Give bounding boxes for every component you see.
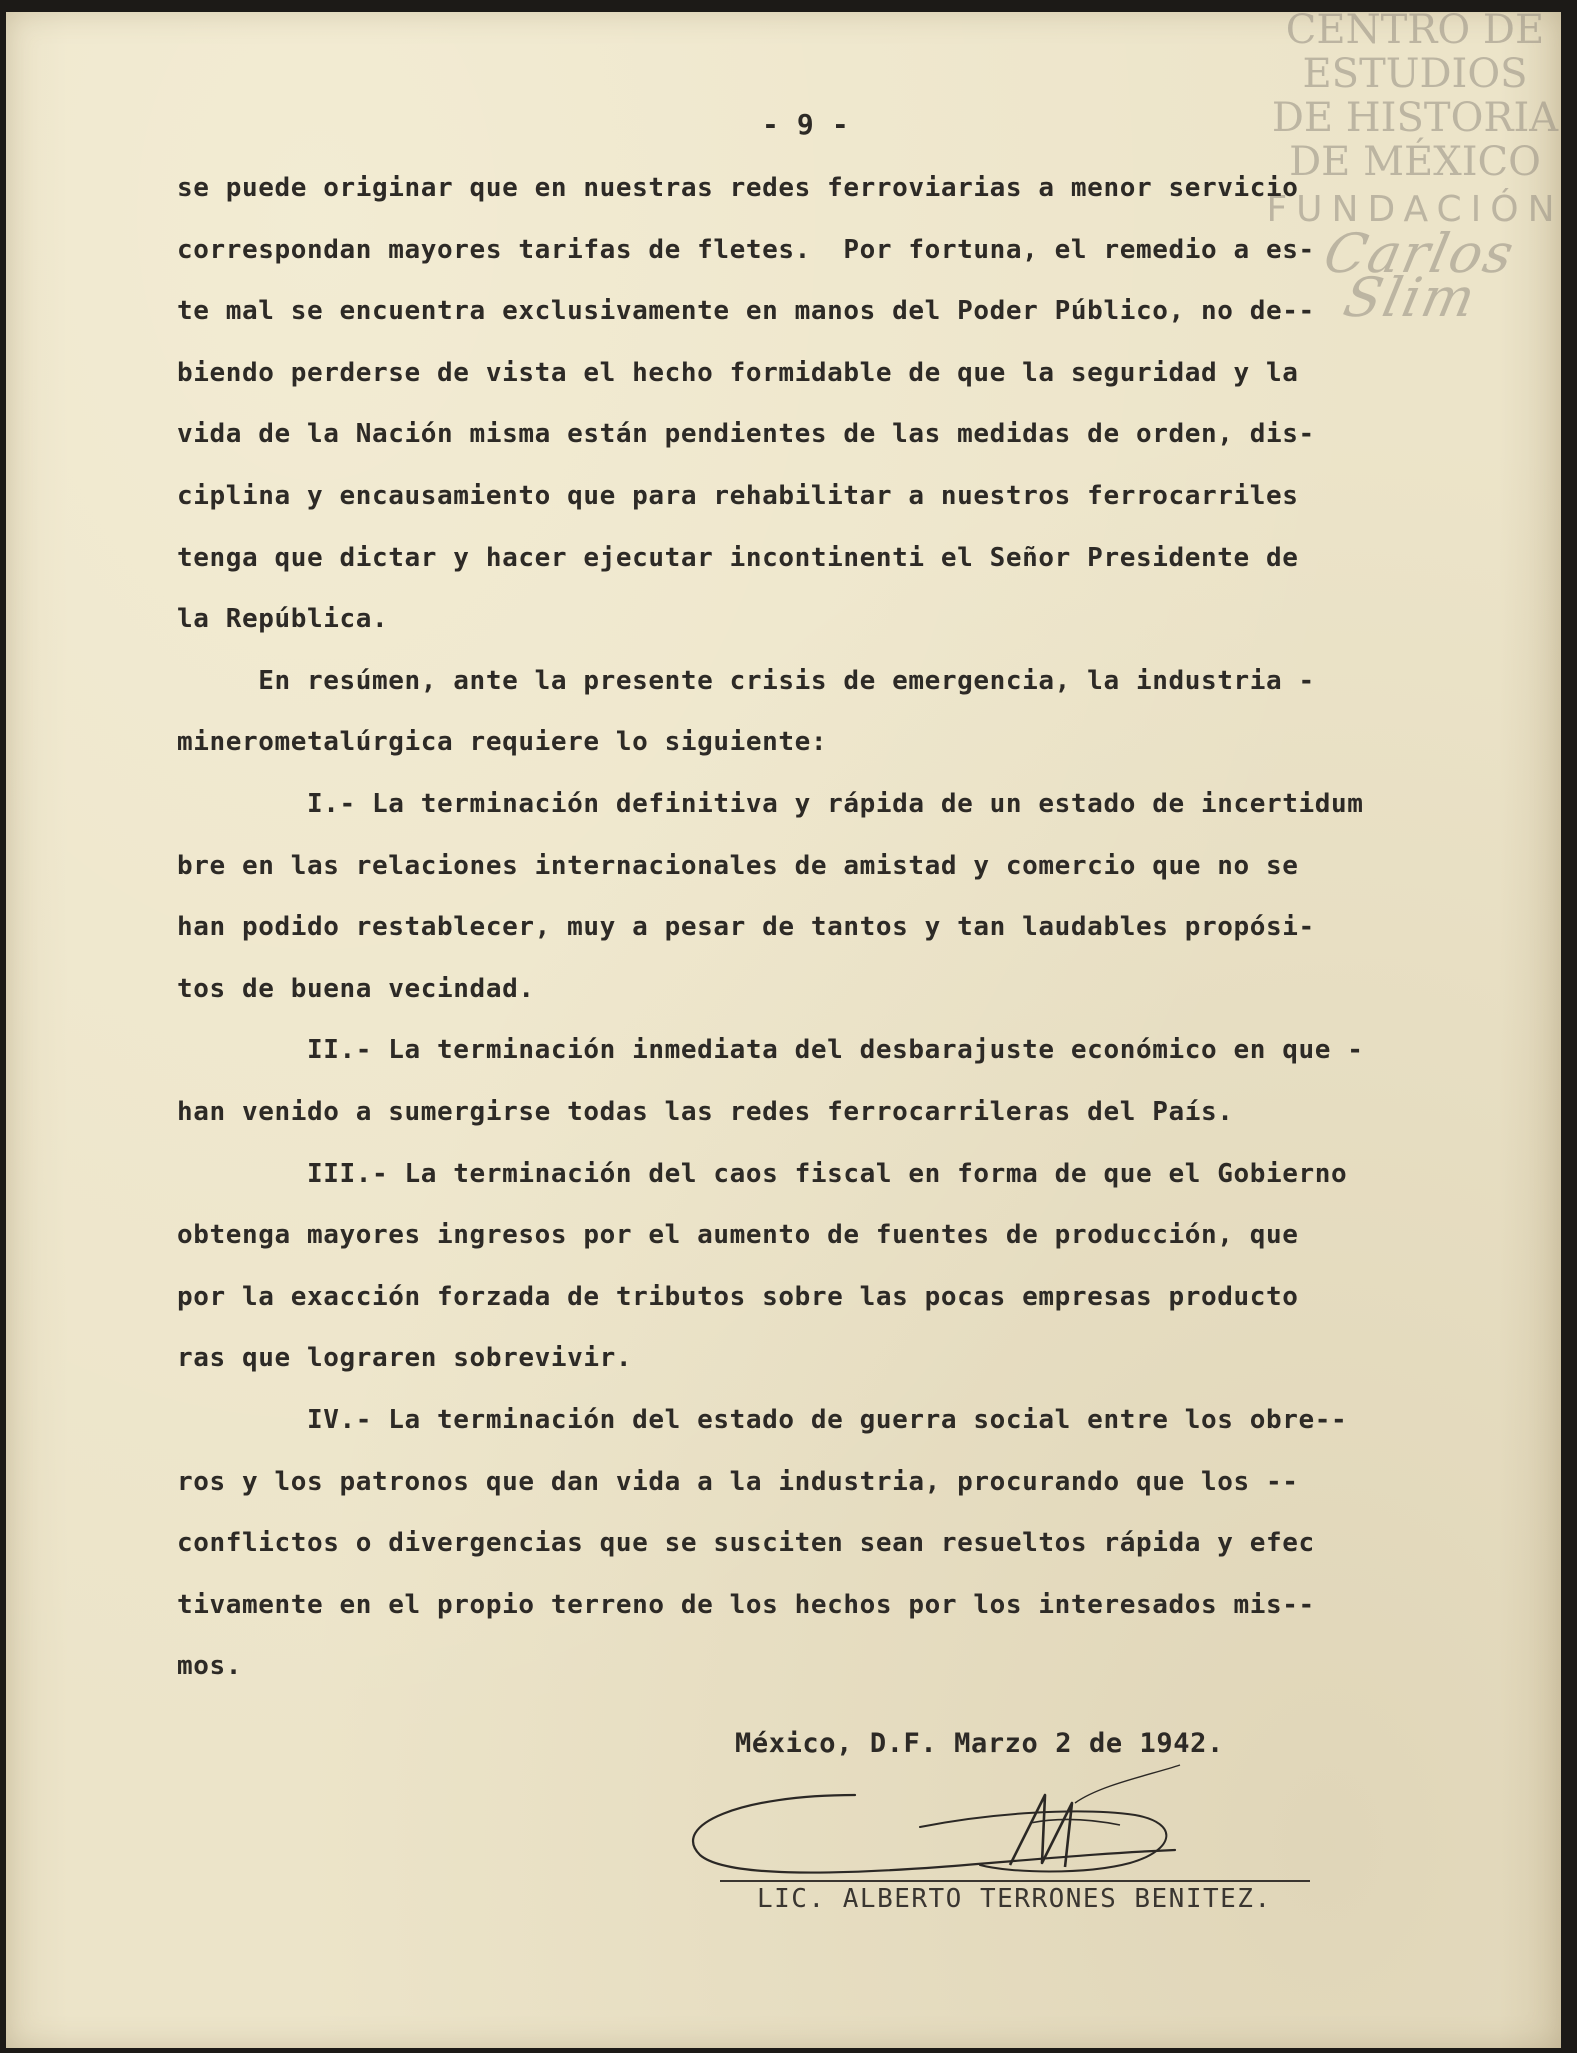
body-line: la República. [177,604,389,635]
body-line: tivamente en el propio terreno de los hechos por los interesados mis-- [177,1589,1315,1620]
watermark-signature-name: Carlos Slim [1318,222,1521,329]
watermark-line-1: CENTRO DE [1285,7,1545,53]
body-line: ros y los patronos que dan vida a la industria, procurando que los -- [177,1466,1299,1497]
body-line: vida de la Nación misma están pendientes de las medidas de orden, dis- [177,419,1315,450]
place-and-date: México, D.F. Marzo 2 de 1942. [735,1728,1224,1759]
watermark-line-2: ESTUDIOS [1302,51,1528,97]
signatory-name: LIC. ALBERTO TERRONES BENITEZ. [757,1884,1272,1914]
body-line: mos. [177,1651,243,1682]
signature-line [720,1880,1310,1882]
body-line: IV.- La terminación del estado de guerra social entre los obre-- [177,1405,1348,1435]
body-line: te mal se encuentra exclusivamente en manos del Poder Público, no de-- [177,296,1315,327]
body-line: minerometalúrgica requiere lo siguiente: [177,727,828,758]
body-line: ras que lograren sobrevivir. [177,1343,633,1374]
body-line: biendo perderse de vista el hecho formidable de que la seguridad y la [177,357,1299,388]
body-line: tos de buena vecindad. [177,973,535,1004]
body-line: conflictos o divergencias que se susciten sean resueltos rápida y efec [177,1528,1315,1559]
body-line: tenga que dictar y hacer ejecutar incontinenti el Señor Presidente de [177,542,1299,573]
body-line: han venido a sumergirse todas las redes ferrocarrileras del País. [177,1097,1234,1127]
body-line: bre en las relaciones internacionales de amistad y comercio que no se [177,850,1299,881]
watermark-line-3: DE HISTORIA [1271,95,1559,141]
body-line: II.- La terminación inmediata del desbarajuste económico en que - [177,1035,1364,1066]
body-line: han podido restablecer, muy a pesar de tantos y tan laudables propósi- [177,912,1315,943]
body-line: correspondan mayores tarifas de fletes. Por fortuna, el remedio a es- [177,234,1315,265]
body-line: obtenga mayores ingresos por el aumento de fuentes de producción, que [177,1220,1299,1251]
handwritten-signature [680,1755,1200,1885]
body-line: I.- La terminación definitiva y rápida de un estado de incertidum [177,789,1364,819]
body-line: En resúmen, ante la presente crisis de emergencia, la industria - [177,665,1315,696]
body-line: por la exacción forzada de tributos sobre las pocas empresas producto [177,1281,1299,1312]
body-line: se puede originar que en nuestras redes ferroviarias a menor servicio [177,173,1299,203]
body-line: ciplina y encausamiento que para rehabilitar a nuestros ferrocarriles [177,481,1299,511]
archive-watermark [1255,7,1575,329]
page-number: - 9 - [762,108,850,141]
body-line: III.- La terminación del caos fiscal en forma de que el Gobierno [177,1158,1348,1189]
watermark-line-4: DE MÉXICO [1289,139,1541,185]
watermark-foundation: FUNDACIÓN [1266,189,1564,230]
